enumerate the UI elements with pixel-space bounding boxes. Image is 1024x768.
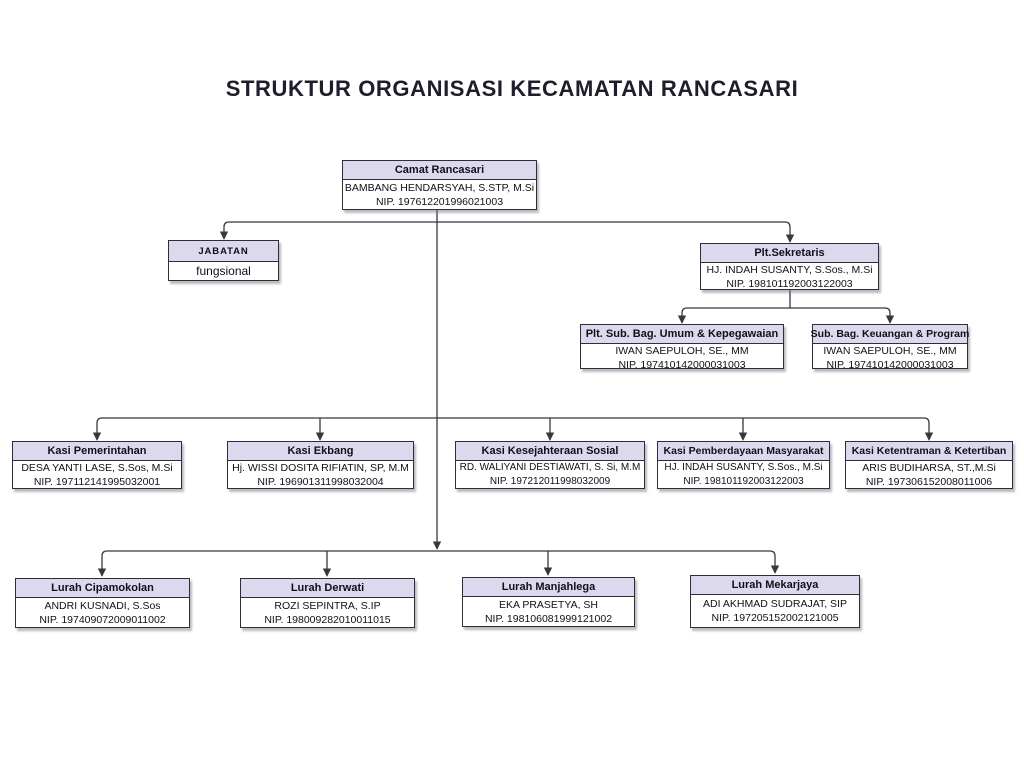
org-node-lurah-cipamokolan [15, 578, 190, 628]
person-nip: NIP. 197612201996021003 [375, 195, 504, 208]
org-node-subbag-keuangan-body [813, 344, 967, 372]
connector-to-sekretaris [437, 222, 790, 242]
person-nip: NIP. 197112141995032001 [33, 476, 161, 488]
person-name: Hj. WISSI DOSITA RIFIATIN, SP, M.M [232, 462, 409, 474]
org-node-lurah-cipamokolan-body [16, 598, 189, 627]
connector-to-kasi-trantib [437, 418, 929, 440]
connector-to-subbag-umum [682, 308, 790, 323]
org-node-kasi-ekbang-body [228, 461, 413, 489]
person-nip: NIP. 197306152008011006 [865, 476, 993, 488]
person-nip: NIP. 197212011998032009 [489, 476, 611, 487]
org-node-camat [342, 160, 537, 210]
person-name: IWAN SAEPULOH, SE., MM [823, 345, 957, 357]
connector-to-lurah-mekarjaya [437, 551, 775, 573]
org-node-kasi-trantib-body [846, 461, 1012, 489]
org-node-sekretaris-body [701, 263, 878, 291]
person-name: ROZI SEPINTRA, S.IP [274, 599, 381, 612]
org-node-kasi-pm [657, 441, 830, 489]
person-nip: NIP. 196901311998032004 [257, 476, 384, 488]
org-node-lurah-manjahlega [462, 577, 635, 627]
person-name: IWAN SAEPULOH, SE., MM [615, 345, 749, 357]
person-nip: NIP. 198106081999121002 [484, 612, 613, 625]
connector-to-jabatan [224, 222, 437, 239]
org-node-kasi-pemerintahan [12, 441, 182, 489]
org-node-camat-body [343, 180, 536, 209]
org-node-kasi-ekbang-title: Kasi Ekbang [228, 442, 413, 461]
org-node-kasi-kesos [455, 441, 645, 489]
org-node-kasi-pm-title: Kasi Pemberdayaan Masyarakat [658, 442, 829, 461]
org-node-jabatan-title: JABATAN [169, 241, 278, 262]
org-node-subbag-umum-body [581, 344, 783, 372]
org-node-subbag-keuangan-title: Sub. Bag. Keuangan & Program [813, 325, 967, 344]
org-node-kasi-ekbang [227, 441, 414, 489]
person-name: HJ. INDAH SUSANTY, S.Sos., M.Si [706, 264, 873, 276]
person-name: EKA PRASETYA, SH [498, 598, 598, 611]
person-nip: NIP. 197205152002121005 [711, 612, 839, 624]
person-name: HJ. INDAH SUSANTY, S.Sos., M.Si [664, 462, 823, 473]
org-node-sekretaris-title: Plt.Sekretaris [701, 244, 878, 263]
org-node-jabatan-body [169, 262, 278, 280]
person-nip: NIP. 197410142000031003 [826, 359, 954, 371]
person-nip: NIP. 197410142000031003 [618, 359, 746, 371]
person-nip: NIP. 198101192003122003 [683, 476, 804, 487]
org-node-lurah-derwati [240, 578, 415, 628]
org-node-kasi-pemerintahan-title: Kasi Pemerintahan [13, 442, 181, 461]
org-node-subbag-umum-title: Plt. Sub. Bag. Umum & Kepegawaian [581, 325, 783, 344]
person-name: ANDRI KUSNADI, S.Sos [44, 599, 161, 612]
person-name: ADI AKHMAD SUDRAJAT, SIP [703, 598, 847, 610]
org-node-lurah-mekarjaya-title: Lurah Mekarjaya [691, 576, 859, 595]
org-node-lurah-manjahlega-body [463, 597, 634, 626]
connector-to-lurah-cipamokolan [102, 551, 437, 576]
org-node-jabatan [168, 240, 279, 281]
org-node-sekretaris [700, 243, 879, 290]
org-node-kasi-pm-body [658, 461, 829, 489]
org-node-kasi-pemerintahan-body [13, 461, 181, 489]
page-title: STRUKTUR ORGANISASI KECAMATAN RANCASARI [225, 76, 799, 101]
org-node-lurah-cipamokolan-title: Lurah Cipamokolan [16, 579, 189, 598]
jabatan-value: fungsional [196, 264, 251, 278]
org-node-lurah-mekarjaya [690, 575, 860, 628]
person-name: RD. WALIYANI DESTIAWATI, S. Si, M.M [459, 462, 641, 473]
org-node-kasi-trantib [845, 441, 1013, 489]
org-node-lurah-derwati-body [241, 598, 414, 627]
person-name: DESA YANTI LASE, S.Sos, M.Si [21, 462, 173, 474]
person-nip: NIP. 198101192003122003 [726, 278, 853, 290]
person-nip: NIP. 197409072009011002 [39, 613, 166, 626]
org-node-subbag-umum [580, 324, 784, 369]
org-node-lurah-derwati-title: Lurah Derwati [241, 579, 414, 598]
org-node-kasi-trantib-title: Kasi Ketentraman & Ketertiban [846, 442, 1012, 461]
org-node-lurah-manjahlega-title: Lurah Manjahlega [463, 578, 634, 597]
org-node-kasi-kesos-body [456, 461, 644, 489]
org-node-lurah-mekarjaya-body [691, 595, 859, 627]
org-node-subbag-keuangan [812, 324, 968, 369]
person-nip: NIP. 198009282010011015 [264, 613, 391, 626]
person-name: BAMBANG HENDARSYAH, S.STP, M.Si [344, 181, 535, 194]
org-node-kasi-kesos-title: Kasi Kesejahteraan Sosial [456, 442, 644, 461]
org-node-camat-title: Camat Rancasari [343, 161, 536, 180]
connector-to-subbag-keuangan [790, 308, 890, 323]
person-name: ARIS BUDIHARSA, ST.,M.Si [862, 462, 996, 474]
connector-to-kasi-pemerintahan [97, 418, 437, 440]
